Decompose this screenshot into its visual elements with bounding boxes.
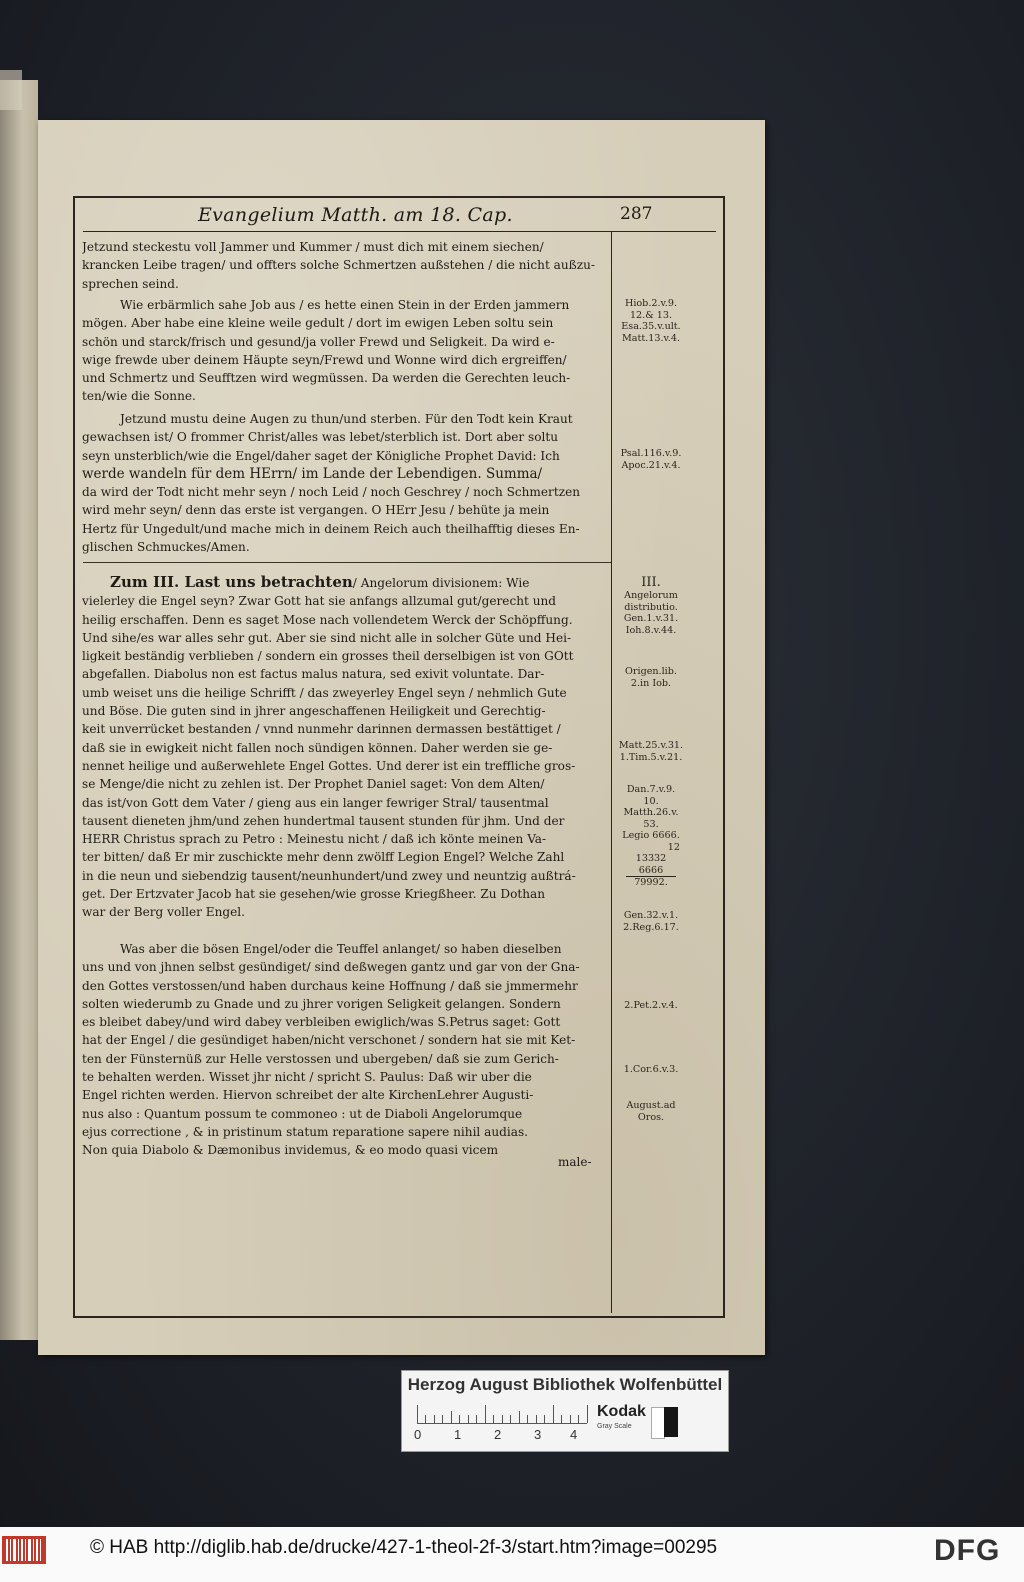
- black-swatch: [664, 1407, 678, 1437]
- text-line: nus also : Quantum possum te commoneo : ut de Diaboli Angelorumque: [82, 1106, 523, 1121]
- margin-line: III.: [641, 575, 661, 590]
- text-line: ligkeit beständig verblieben / sondern ein grosses theil derselbigen ist von GOtt: [82, 649, 574, 664]
- ruler-number: 0: [414, 1427, 422, 1442]
- text-line: ejus correctione , & in pristinum statum reparatione sapere nihil audias.: [82, 1124, 529, 1139]
- margin-note: [616, 1064, 686, 1076]
- margin-line: 2.Pet.2.v.4.: [624, 1000, 678, 1011]
- kodak-logo: Kodak: [597, 1403, 646, 1420]
- text-line: tausent dieneten jhm/und zehen hundertmal tausent stunden für jhm. Und der: [82, 813, 565, 828]
- running-title: Evangelium Matth. am 18. Cap.: [198, 204, 513, 226]
- book-page: [38, 120, 765, 1355]
- text-line: Jetzund steckestu voll Jammer und Kummer / must dich mit einem siechen/: [82, 240, 544, 254]
- text-line: se Menge/die nicht zu zehlen ist. Der Prophet Daniel saget: Von dem Alten/: [82, 777, 545, 792]
- margin-line: August.ad: [626, 1100, 676, 1111]
- section-heading: Zum III. Last uns betrachten: [110, 573, 353, 591]
- text-line: war der Berg voller Engel.: [82, 905, 245, 920]
- margin-line: Legio 6666.: [622, 830, 680, 841]
- margin-note: [616, 784, 686, 889]
- text-line: Und sihe/es war alles sehr gut. Aber sie sind nicht alle in solcher Güte und Hei-: [82, 630, 572, 645]
- text-line: uns und von jhnen selbst gesündiget/ sind deßwegen gantz und gar von der Gna-: [82, 960, 580, 975]
- text-line: in die neun und siebendzig tausent/neunhundert/und zwey und neuntzig außtrá-: [82, 868, 576, 883]
- margin-line: 1.Cor.6.v.3.: [623, 1064, 679, 1075]
- text-line: ten/wie die Sonne.: [82, 389, 196, 404]
- margin-line: Ioh.8.v.44.: [625, 624, 677, 636]
- text-line: wige frewde uber deinem Häupte seyn/Frewd und Wonne wird dich ergreiffen/: [82, 352, 567, 367]
- barcode-icon: [2, 1534, 46, 1566]
- dfg-logo: DFG: [934, 1534, 1001, 1567]
- paragraph-3: [82, 410, 608, 556]
- margin-note: [616, 575, 686, 636]
- text-line: es bleibet dabey/und wird dabey verbleiben ewiglich/was S.Petrus saget: Gott: [82, 1015, 561, 1030]
- section-heading-line: [82, 573, 608, 592]
- margin-line: 12: [667, 841, 680, 853]
- text-line: Wie erbärmlich sahe Job aus / es hette einen Stein in der Erden jammern: [120, 298, 570, 312]
- margin-line: 10.: [643, 795, 659, 807]
- margin-line: Oros.: [637, 1111, 665, 1123]
- text-line: vielerley die Engel seyn? Zwar Gott hat sie anfangs allzumal gut/gerecht und: [82, 594, 557, 609]
- text-line: HERR Christus sprach zu Petro : Meinestu nicht / daß ich könte meinen Va-: [82, 832, 547, 847]
- margin-line: Psal.116.v.9.: [620, 448, 682, 459]
- text-line: glischen Schmuckes/Amen.: [82, 540, 250, 555]
- text-line: daß sie in ewigkeit nicht fallen noch sündigen können. Daher werden sie ge-: [82, 740, 553, 755]
- text-line: Engel richten werden. Hiervon schreibet der alte KirchenLehrer Augusti-: [82, 1088, 534, 1103]
- text-line: heilig erschaffen. Denn es saget Mose nach vollendetem Werck der Schöpffung.: [82, 612, 573, 627]
- text-line: Jetzund mustu deine Augen zu thun/und sterben. Für den Todt kein Kraut: [120, 412, 573, 426]
- scale-ruler: [417, 1405, 587, 1424]
- text-line: keit unverrücket bestanden / vnnd nunmehr darinnen dermassen bestättiget /: [82, 722, 561, 737]
- text-line: da wird der Todt nicht mehr seyn / noch Leid / noch Geschrey / noch Schmertzen: [82, 485, 581, 500]
- text-line: und Schmertz und Seufftzen wird wegmüssen. Da werden die Gerechten leuch-: [82, 371, 571, 386]
- paragraph-2: [82, 296, 608, 406]
- margin-line: 53.: [643, 818, 659, 830]
- text-line: abgefallen. Diabolus non est factus malus natura, sed exivit voluntate. Dar-: [82, 667, 545, 682]
- text-line: schön und starck/frisch und gesund/ja voller Frewd und Seligkeit. Da wird e-: [82, 334, 555, 349]
- text-line: ter bitten/ daß Er mir zuschickte mehr denn zwölff Legion Engel? Welche Zahl: [82, 850, 565, 865]
- margin-line: 79992.: [626, 876, 676, 889]
- margin-line: Matth.26.v.: [623, 807, 679, 818]
- text-line: nennet heilige und außerwehlete Engel Gottes. Und derer ist ein treffliche gros-: [82, 758, 576, 773]
- margin-column-rule: [611, 231, 612, 1313]
- text-line: mögen. Aber habe eine kleine weile gedult / dort im ewigen Leben soltu sein: [82, 316, 554, 331]
- section-heading-rest: / Angelorum divisionem: Wie: [352, 576, 530, 590]
- margin-line: Dan.7.v.9.: [626, 784, 676, 795]
- page-number: 287: [620, 204, 653, 224]
- text-line: werde wandeln für dem HErrn/ im Lande der Lebendigen. Summa/: [82, 465, 543, 482]
- margin-line: 13332: [635, 853, 667, 864]
- paragraph-4: [82, 573, 608, 922]
- text-line: seyn unsterblich/wie die Engel/daher saget der Königliche Prophet David: Ich: [82, 448, 560, 463]
- paragraph-5: [82, 940, 608, 1160]
- text-line: hat der Engel / die gesündiget haben/nicht verschonet / sondern hat sie mit Ket-: [82, 1033, 576, 1048]
- library-scale-label: [401, 1370, 729, 1452]
- text-line: ten der Fünsternüß zur Helle verstossen und ubergeben/ daß sie zum Gerich-: [82, 1051, 559, 1066]
- catchword: male-: [558, 1155, 592, 1169]
- text-line: gewachsen ist/ O frommer Christ/alles was lebet/sterblich ist. Dort aber soltu: [82, 430, 559, 445]
- text-line: Non quia Diabolo & Dæmonibus invidemus, & eo modo quasi vicem: [82, 1143, 499, 1158]
- margin-line: distributio.: [624, 601, 678, 613]
- margin-note: [616, 666, 686, 689]
- text-line: sprechen seind.: [82, 276, 179, 291]
- text-line: und Böse. Die guten sind in jhrer angeschaffenen Heiligkeit und Gerechtig-: [82, 704, 546, 719]
- page-corner: [0, 70, 22, 110]
- text-line: den Gottes verstossen/und haben durchaus keine Hoffnung / daß sie jmmermehr: [82, 978, 578, 993]
- section-divider: [83, 562, 611, 563]
- text-line: wird mehr seyn/ denn das erste ist vergangen. O HErr Jesu / behüte ja mein: [82, 503, 550, 518]
- ruler-number: 3: [534, 1427, 542, 1442]
- text-line: solten wiederumb zu Gnade und zu jhrer vorigen Seligkeit gelangen. Sondern: [82, 996, 561, 1011]
- header-rule: [83, 231, 716, 232]
- margin-line: Hiob.2.v.9.: [624, 298, 678, 309]
- ruler-number: 4: [570, 1427, 578, 1442]
- margin-line: 1.Tim.5.v.21.: [619, 751, 683, 763]
- margin-line: Esa.35.v.ult.: [621, 321, 681, 332]
- margin-note: [616, 298, 686, 344]
- library-name: Herzog August Bibliothek Wolfenbüttel: [407, 1375, 723, 1394]
- margin-note: [616, 1000, 686, 1012]
- text-line: umb weiset uns die heilige Schrifft / das zweyerley Engel seyn / nehmlich Gute: [82, 685, 567, 700]
- text-line: get. Der Ertzvater Jacob hat sie gesehen/wie grosse Kriegßheer. Zu Dothan: [82, 887, 546, 902]
- margin-note: [616, 1100, 686, 1123]
- margin-line: Gen.1.v.31.: [623, 613, 679, 624]
- text-line: Was aber die bösen Engel/oder die Teuffel anlanget/ so haben dieselben: [120, 942, 562, 956]
- margin-line: 6666: [638, 864, 664, 876]
- margin-line: Origen.lib.: [625, 666, 677, 677]
- ruler-number: 2: [494, 1427, 502, 1442]
- text-line: te behalten werden. Wisset jhr nicht / spricht S. Paulus: Daß wir uber die: [82, 1070, 532, 1085]
- gray-scale-caption: Gray Scale: [597, 1423, 632, 1430]
- margin-note: [616, 448, 686, 471]
- margin-note: [616, 740, 686, 763]
- margin-line: Gen.32.v.1.: [623, 910, 679, 921]
- margin-line: Angelorum: [624, 590, 678, 601]
- text-line: das ist/von Gott dem Vater / gieng aus ein langer fewriger Stral/ tausentmal: [82, 795, 549, 810]
- margin-line: 12.& 13.: [629, 309, 673, 321]
- margin-line: 2.Reg.6.17.: [623, 921, 679, 933]
- ruler-number: 1: [454, 1427, 462, 1442]
- margin-line: Matt.25.v.31.: [618, 740, 684, 751]
- margin-note: [616, 910, 686, 933]
- copyright-url[interactable]: © HAB http://diglib.hab.de/drucke/427-1-theol-2f-3/start.htm?image=00295: [90, 1537, 718, 1558]
- text-line: krancken Leibe tragen/ und offters solche Schmertzen außstehen / die nicht außzu-: [82, 258, 595, 273]
- margin-line: Matt.13.v.4.: [621, 332, 681, 344]
- facing-page-edge: [0, 80, 38, 1340]
- text-line: Hertz für Ungedult/und mache mich in deinem Reich auch theilhafftig dieses En-: [82, 521, 580, 536]
- margin-line: 2.in Iob.: [630, 677, 672, 689]
- margin-line: Apoc.21.v.4.: [621, 459, 681, 471]
- paragraph-1: [82, 238, 608, 293]
- white-swatch: [651, 1407, 665, 1439]
